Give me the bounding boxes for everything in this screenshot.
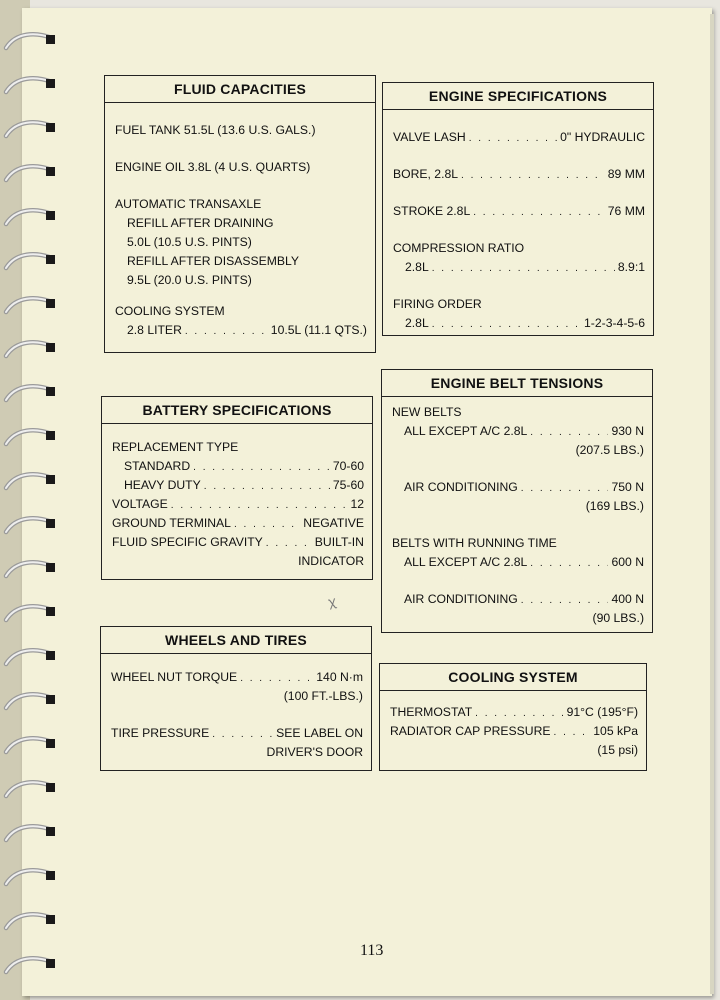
- leader-dots: [554, 723, 591, 741]
- replacement-type: REPLACEMENT TYPE: [112, 440, 239, 454]
- leader-dots: [473, 203, 605, 221]
- page-edge: [710, 14, 714, 994]
- leader-dots: [193, 458, 330, 476]
- cooling-system-title: COOLING SYSTEM: [380, 664, 646, 691]
- binding-coil: [2, 734, 56, 758]
- binding-coil: [2, 162, 56, 186]
- bore-value: 89 MM: [607, 167, 645, 181]
- refill-disassembly: REFILL AFTER DISASSEMBLY: [127, 254, 300, 268]
- binding-coil: [2, 646, 56, 670]
- valve-lash-value: 0" HYDRAULIC: [560, 130, 645, 144]
- tire-pressure-row: [111, 724, 363, 743]
- standard-label: STANDARD: [124, 459, 191, 473]
- transaxle-heading: AUTOMATIC TRANSAXLE: [115, 197, 262, 211]
- binding-coil: [2, 822, 56, 846]
- leader-dots: [521, 479, 609, 497]
- new-all-label: ALL EXCEPT A/C 2.8L: [404, 424, 528, 438]
- radiator-cap-row: [390, 722, 638, 741]
- compression-row: [393, 258, 645, 277]
- ground-label: GROUND TERMINAL: [112, 516, 231, 530]
- standard-row: [112, 457, 364, 476]
- belt-tensions-box: [381, 369, 653, 633]
- binding-coil: [2, 602, 56, 626]
- bore-row: [393, 165, 645, 184]
- fuel-tank: FUEL TANK 51.5L (13.6 U.S. GALS.): [115, 123, 316, 137]
- run-all-label: ALL EXCEPT A/C 2.8L: [404, 555, 528, 569]
- run-ac-value-lbs: (90 LBS.): [592, 611, 644, 625]
- leader-dots: [171, 496, 348, 514]
- leader-dots: [432, 259, 615, 277]
- heavy-duty-label: HEAVY DUTY: [124, 478, 201, 492]
- refill-draining: REFILL AFTER DRAINING: [127, 216, 274, 230]
- run-all-row: [392, 553, 644, 572]
- gravity-value-cont: INDICATOR: [298, 554, 364, 568]
- voltage-value: 12: [350, 497, 364, 511]
- tire-pressure-value: SEE LABEL ON: [276, 726, 363, 740]
- run-ac-label: AIR CONDITIONING: [404, 592, 518, 606]
- compression-heading: COMPRESSION RATIO: [393, 241, 525, 255]
- new-ac-label: AIR CONDITIONING: [404, 480, 518, 494]
- voltage-row: [112, 495, 364, 514]
- new-belts-heading: NEW BELTS: [392, 405, 462, 419]
- gravity-label: FLUID SPECIFIC GRAVITY: [112, 535, 263, 549]
- ground-value: NEGATIVE: [303, 516, 364, 530]
- binding-coil: [2, 778, 56, 802]
- run-ac-value: 400 N: [611, 592, 644, 606]
- voltage-label: VOLTAGE: [112, 497, 168, 511]
- nut-torque-value: 140 N·m: [316, 670, 363, 684]
- cooling-capacity-row: [115, 321, 367, 340]
- cooling-system-heading: COOLING SYSTEM: [115, 304, 225, 318]
- radiator-cap-value-psi: (15 psi): [597, 743, 638, 757]
- binding-coil: [2, 74, 56, 98]
- battery-specs-title: BATTERY SPECIFICATIONS: [102, 397, 372, 424]
- heavy-duty-row: [112, 476, 364, 495]
- binding-coil: [2, 382, 56, 406]
- leader-dots: [475, 704, 563, 722]
- ink-smudge: ꭓ: [326, 593, 337, 610]
- cooling-value: 10.5L (11.1 QTS.): [270, 323, 367, 337]
- binding-coil: [2, 954, 56, 978]
- stroke-value: 76 MM: [607, 204, 645, 218]
- leader-dots: [461, 166, 605, 184]
- radiator-cap-label: RADIATOR CAP PRESSURE: [390, 724, 551, 738]
- bore-label: BORE, 2.8L: [393, 167, 459, 181]
- tire-pressure-value-cont: DRIVER'S DOOR: [266, 745, 363, 759]
- valve-lash-row: [393, 128, 645, 147]
- belt-tensions-title: ENGINE BELT TENSIONS: [382, 370, 652, 397]
- binding-coil: [2, 910, 56, 934]
- leader-dots: [266, 534, 312, 552]
- leader-dots: [234, 515, 300, 533]
- leader-dots: [240, 669, 313, 687]
- leader-dots: [469, 129, 557, 147]
- compression-value: 8.9:1: [617, 260, 645, 274]
- radiator-cap-value: 105 kPa: [593, 724, 638, 738]
- nut-torque-label: WHEEL NUT TORQUE: [111, 670, 238, 684]
- refill-draining-value: 5.0L (10.5 U.S. PINTS): [127, 235, 252, 249]
- new-all-row: [392, 422, 644, 441]
- leader-dots: [432, 315, 581, 333]
- leader-dots: [530, 423, 608, 441]
- wheels-tires-title: WHEELS AND TIRES: [101, 627, 371, 654]
- new-all-value: 930 N: [611, 424, 644, 438]
- valve-lash-label: VALVE LASH: [393, 130, 466, 144]
- gravity-value: BUILT-IN: [314, 535, 364, 549]
- standard-value: 70-60: [332, 459, 364, 473]
- heavy-duty-value: 75-60: [332, 478, 364, 492]
- binding-coil: [2, 514, 56, 538]
- binding-coil: [2, 690, 56, 714]
- thermostat-row: [390, 703, 638, 722]
- nut-torque-row: [111, 668, 363, 687]
- binding-coil: [2, 206, 56, 230]
- ground-row: [112, 514, 364, 533]
- gravity-row: [112, 533, 364, 552]
- binding-coil: [2, 866, 56, 890]
- stroke-row: [393, 202, 645, 221]
- fluid-capacities-box: [104, 75, 376, 353]
- firing-value: 1-2-3-4-5-6: [584, 316, 645, 330]
- new-ac-row: [392, 478, 644, 497]
- thermostat-label: THERMOSTAT: [390, 705, 473, 719]
- run-all-value: 600 N: [611, 555, 644, 569]
- new-ac-value-lbs: (169 LBS.): [585, 499, 644, 513]
- running-belts-heading: BELTS WITH RUNNING TIME: [392, 536, 557, 550]
- leader-dots: [204, 477, 330, 495]
- engine-oil: ENGINE OIL 3.8L (4 U.S. QUARTS): [115, 160, 311, 174]
- new-all-value-lbs: (207.5 LBS.): [575, 443, 644, 457]
- binding-coil: [2, 426, 56, 450]
- binding-coil: [2, 118, 56, 142]
- refill-disassembly-value: 9.5L (20.0 U.S. PINTS): [127, 273, 252, 287]
- binding-coil: [2, 338, 56, 362]
- page-number: 113: [360, 942, 384, 959]
- battery-specs-box: [101, 396, 373, 580]
- wheels-tires-box: [100, 626, 372, 771]
- binding-coil: [2, 294, 56, 318]
- stroke-label: STROKE 2.8L: [393, 204, 471, 218]
- binding-coil: [2, 30, 56, 54]
- binding-coil: [2, 558, 56, 582]
- binding-coil: [2, 250, 56, 274]
- engine-specs-box: [382, 82, 654, 336]
- leader-dots: [521, 591, 609, 609]
- binding-coil: [2, 470, 56, 494]
- fluid-capacities-title: FLUID CAPACITIES: [105, 76, 375, 103]
- compression-label: 2.8L: [405, 260, 429, 274]
- thermostat-value: 91°C (195°F): [566, 705, 638, 719]
- cooling-label: 2.8 LITER: [127, 323, 182, 337]
- tire-pressure-label: TIRE PRESSURE: [111, 726, 210, 740]
- nut-torque-value-ftlbs: (100 FT.-LBS.): [283, 689, 363, 703]
- leader-dots: [185, 322, 268, 340]
- firing-order-heading: FIRING ORDER: [393, 297, 482, 311]
- leader-dots: [212, 725, 273, 743]
- run-ac-row: [392, 590, 644, 609]
- leader-dots: [530, 554, 608, 572]
- cooling-system-box: [379, 663, 647, 771]
- firing-order-row: [393, 314, 645, 333]
- firing-label: 2.8L: [405, 316, 429, 330]
- new-ac-value: 750 N: [611, 480, 644, 494]
- engine-specs-title: ENGINE SPECIFICATIONS: [383, 83, 653, 110]
